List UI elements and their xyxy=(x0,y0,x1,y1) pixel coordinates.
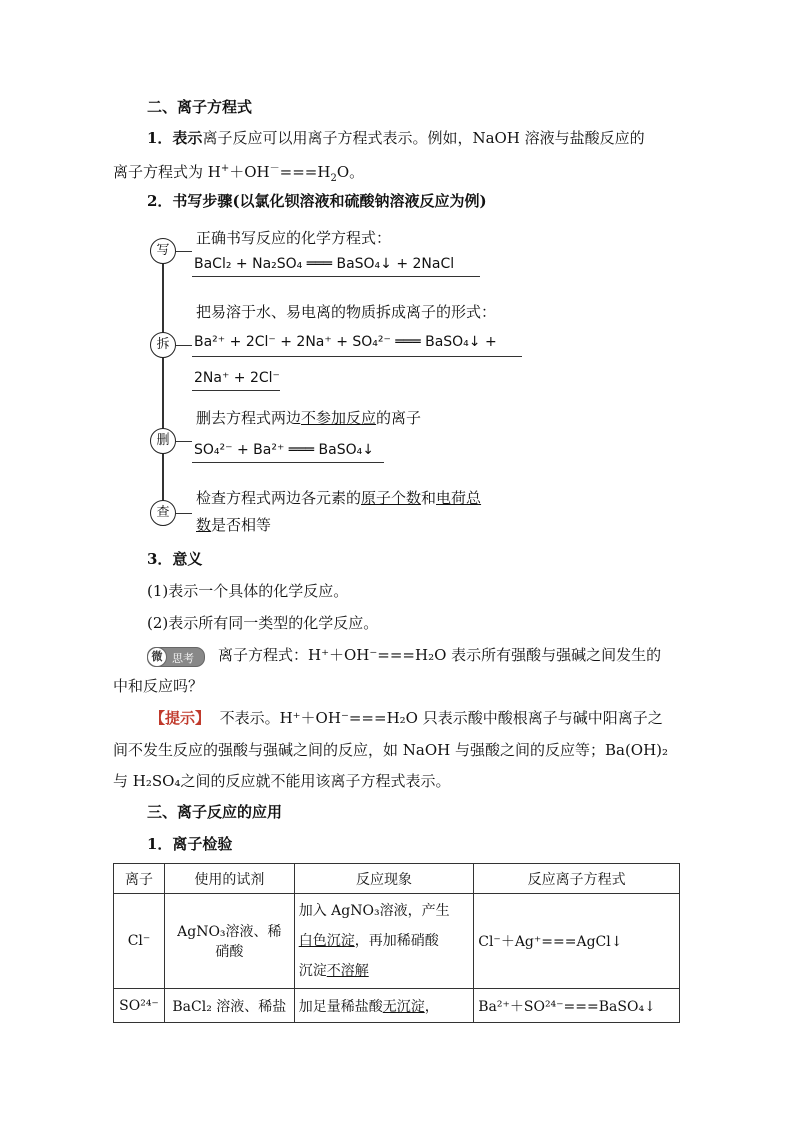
subsection-ion-test: 1．离子检验 xyxy=(147,835,233,853)
text: 加入 AgNO₃溶液，产生 xyxy=(298,903,450,919)
text: 加足量稀盐酸 xyxy=(298,998,383,1015)
meaning-item-1: (1)表示一个具体的化学反应。 xyxy=(147,582,349,600)
underline xyxy=(192,276,480,277)
meaning-item-2: (2)表示所有同一类型的化学反应。 xyxy=(147,614,379,632)
text: 不参加反应 xyxy=(301,409,377,427)
hint-label: 【提示】 xyxy=(150,709,211,727)
meaning-title: 3．意义 xyxy=(147,550,203,568)
text: ， xyxy=(424,998,439,1015)
cell-phenomenon xyxy=(294,989,474,1023)
step-write-desc: 正确书写反应的化学方程式： xyxy=(196,229,392,247)
hint-line-2: 间不发生反应的强酸与强碱之间的反应，如 NaOH 与强酸之间的反应等；Ba(OH)₂ xyxy=(113,741,669,759)
text: 的离子 xyxy=(376,409,422,427)
text: 原子个数 xyxy=(361,489,422,507)
text: 硝酸 xyxy=(215,944,244,960)
step-delete-circle: 删 xyxy=(150,428,176,454)
cell-reagent: BaCl₂ 溶液、稀盐 xyxy=(164,989,294,1023)
text: O。 xyxy=(336,163,365,181)
think-badge-icon: 微 xyxy=(147,647,167,667)
connector xyxy=(176,441,192,442)
cell-phenomenon xyxy=(294,894,474,989)
text: 不表示。H⁺＋OH⁻===H₂O 只表示酸中酸根离子与碱中阳离子之 xyxy=(219,709,663,727)
paragraph-representation xyxy=(147,128,645,148)
underline xyxy=(192,356,522,357)
think-question-line-1: 离子方程式：H⁺＋OH⁻===H₂O 表示所有强酸与强碱之间发生的 xyxy=(218,646,662,664)
section-title-applications: 三、离子反应的应用 xyxy=(147,803,283,821)
text: AgNO₃溶液、稀 xyxy=(177,924,282,940)
text: ===H xyxy=(279,163,331,181)
text: 离子反应可以用离子方程式表示。例如，NaOH 溶液与盐酸反应的 xyxy=(202,129,645,147)
step-split-circle: 拆 xyxy=(150,332,176,358)
step-check-circle: 查 xyxy=(150,500,176,526)
ion-test-table xyxy=(113,863,680,1023)
text: 删去方程式两边 xyxy=(196,409,302,427)
hint-line-1 xyxy=(150,708,663,728)
flow-vertical-line xyxy=(162,252,164,512)
text: 离子方程式为 H xyxy=(113,163,221,181)
text: 数 xyxy=(196,516,212,534)
header-cell: 使用的试剂 xyxy=(164,864,294,894)
step-check-desc-cont xyxy=(196,515,271,535)
connector xyxy=(176,513,192,514)
text xyxy=(299,956,470,986)
header-cell: 离子 xyxy=(114,864,165,894)
section-title-ionic-equation: 二、离子方程式 xyxy=(147,98,253,116)
hint-line-3: 与 H₂SO₄之间的反应就不能用该离子方程式表示。 xyxy=(113,772,451,790)
table-row xyxy=(114,894,680,989)
step-split-desc: 把易溶于水、易电离的物质拆成离子的形式： xyxy=(196,303,497,321)
text: 检查方程式两边各元素的 xyxy=(196,489,362,507)
step-split-equation: Ba²⁺ + 2Cl⁻ + 2Na⁺ + SO₄²⁻ ═══ BaSO₄↓ + xyxy=(194,334,497,350)
step-delete-desc xyxy=(196,408,421,428)
text: 无沉淀 xyxy=(382,998,425,1015)
writing-steps-heading: 2．书写步骤(以氯化钡溶液和硫酸钠溶液反应为例) xyxy=(147,192,487,210)
text: ，再加稀硝酸 xyxy=(354,933,439,949)
text xyxy=(299,926,470,956)
table-header-row xyxy=(114,864,680,894)
step-write-circle: 写 xyxy=(150,238,176,264)
text: 电荷总 xyxy=(436,489,482,507)
step-split-equation-cont: 2Na⁺ + 2Cl⁻ xyxy=(194,370,280,386)
item-number: 1．表示 xyxy=(147,129,203,147)
paragraph-equation-line: 离子方程式为 $H^++OH^-===H_2O$。 xyxy=(113,163,365,184)
think-badge xyxy=(147,647,205,667)
underline xyxy=(192,390,280,391)
text: ＋OH xyxy=(229,163,270,181)
think-question-line-2: 中和反应吗？ xyxy=(113,677,204,695)
header-cell: 反应现象 xyxy=(294,864,474,894)
header-cell: 反应离子方程式 xyxy=(474,864,680,894)
cell-ion: SO²⁴⁻ xyxy=(114,989,165,1023)
text: 沉淀 xyxy=(298,963,327,979)
cell-equation: Ba²⁺＋SO²⁴⁻===BaSO₄↓ xyxy=(474,989,680,1023)
cell-reagent xyxy=(164,894,294,989)
step-check-desc xyxy=(196,488,481,508)
text: 是否相等 xyxy=(211,516,272,534)
step-write-equation: BaCl₂ + Na₂SO₄ ═══ BaSO₄↓ + 2NaCl xyxy=(194,256,455,272)
connector xyxy=(176,251,192,252)
cell-equation: Cl⁻＋Ag⁺===AgCl↓ xyxy=(474,894,680,989)
text: 白色沉淀 xyxy=(298,933,355,949)
connector xyxy=(176,345,192,346)
text: 和 xyxy=(421,489,437,507)
step-delete-equation: SO₄²⁻ + Ba²⁺ ═══ BaSO₄↓ xyxy=(194,442,374,458)
cell-ion: Cl⁻ xyxy=(114,894,165,989)
underline xyxy=(192,462,384,463)
think-badge-label: 思考 xyxy=(172,652,194,665)
text: 不溶解 xyxy=(326,963,369,979)
table-row xyxy=(114,989,680,1023)
